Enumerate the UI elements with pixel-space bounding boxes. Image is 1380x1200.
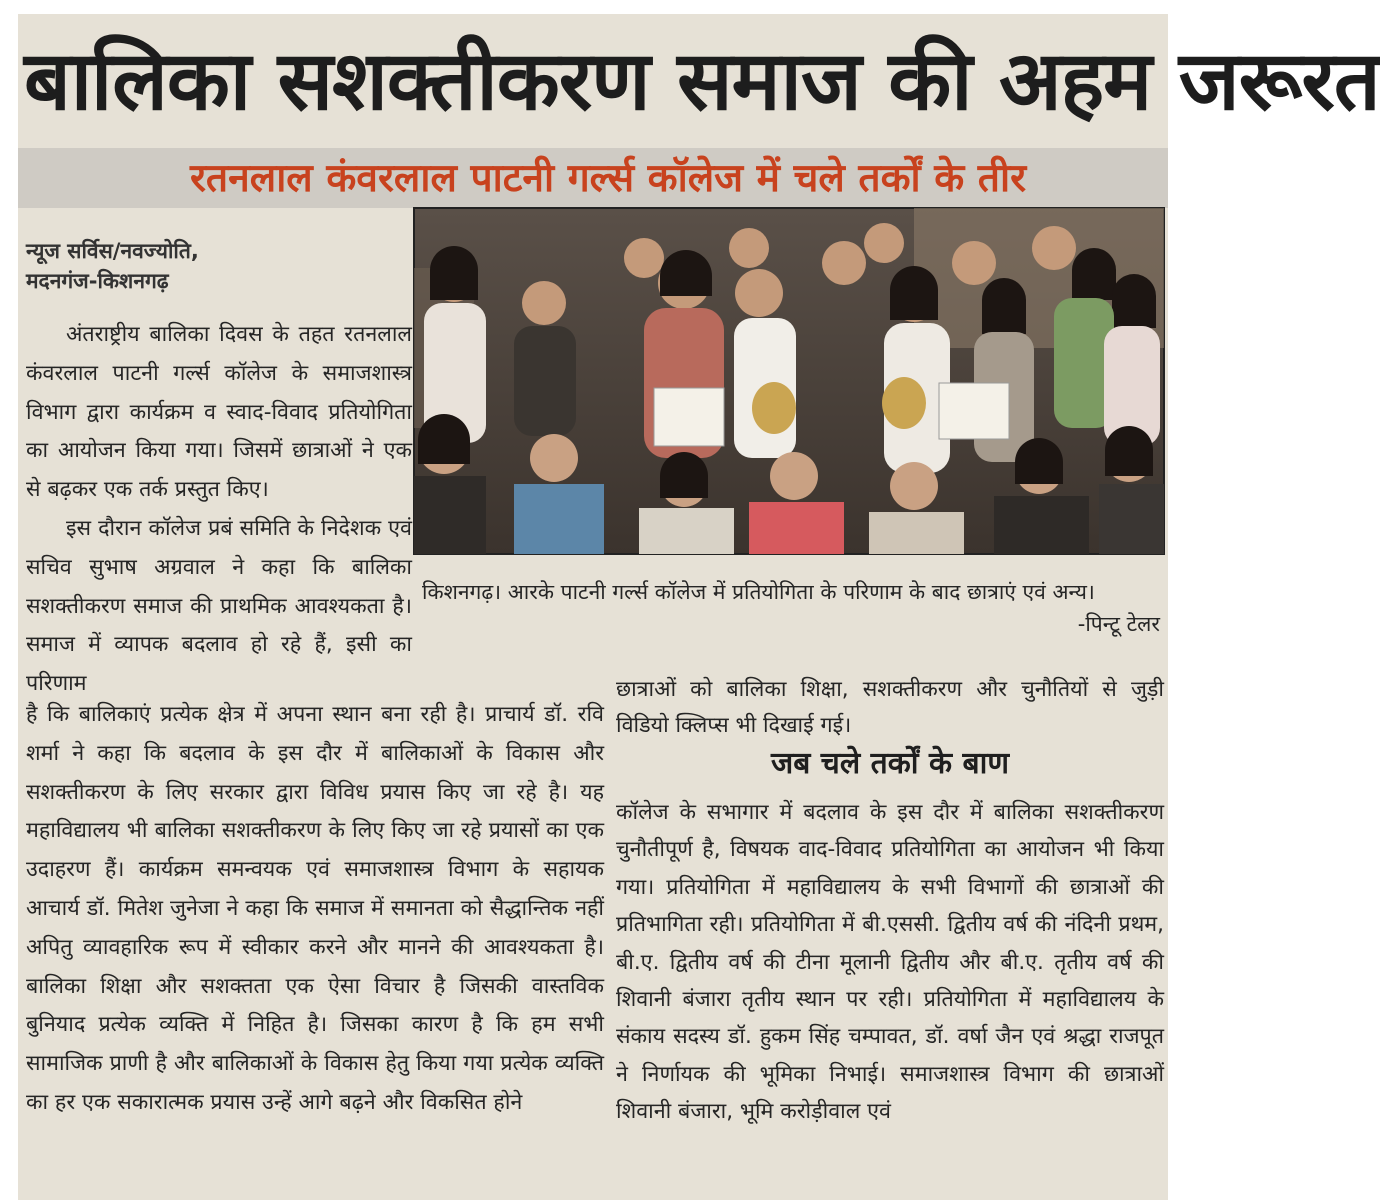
body-column-left-top (26, 316, 412, 704)
photo-caption: किशनगढ़। आरके पाटनी गर्ल्स कॉलेज में प्रतियोगिता के परिणाम के बाद छात्राएं एवं अन्य। (422, 580, 1095, 604)
dateline-source: न्यूज सर्विस/नवज्योति, (26, 239, 199, 263)
body-paragraph: है कि बालिकाएं प्रत्येक क्षेत्र में अपना स्थान बना रही है। प्राचार्य डॉ. रवि शर्मा ने कहा कि बदलाव के इस दौर में बालिकाओं के विकास और सशक्तीकरण के लिए सरकार द्वारा विविध प्रयास किए जा रहे है। यह महाविद्यालय भी बालिका सशक्तीकरण के लिए किए जा रहे प्रयासों का एक उदाहरण हैं। कार्यक्रम समन्वयक एवं समाजशास्त्र विभाग के सहायक आचार्य डॉ. मितेश जुनेजा ने कहा कि समाज में समानता को सैद्धान्तिक नहीं अपितु व्यावहारिक रूप में स्वीकार करने और मानने की आवश्यकता है। बालिका शिक्षा और सशक्तता एक ऐसा विचार है जिसकी वास्तविक बुनियाद प्रत्येक व्यक्ति में निहित है। जिसका कारण है कि हम सभी सामाजिक प्राणी है और बालिकाओं के विकास हेतु किया गया प्रत्येक व्यक्ति का हर एक सकारात्मक प्रयास उन्हें आगे बढ़ने और विकसित होने (26, 702, 604, 1115)
body-paragraph: इस दौरान कॉलेज प्रबं समिति के निदेशक एवं सचिव सुभाष अग्रवाल ने कहा कि बालिका सशक्तीकरण समाज की प्राथमिक आवश्यकता है। समाज में व्यापक बदलाव हो रहे हैं, इसी का परिणाम (26, 515, 412, 697)
dateline-place: मदनगंज-किशनगढ़ (26, 269, 169, 293)
dateline (26, 236, 406, 296)
section-heading: जब चले तर्कों के बाण (770, 746, 1010, 781)
subheadline: रतनलाल कंवरलाल पाटनी गर्ल्स कॉलेज में चले तर्कों के तीर (189, 156, 1027, 201)
group-photo (414, 208, 1164, 554)
photo-credit: -पिन्टू टेलर (1077, 612, 1160, 636)
newspaper-clipping (18, 14, 1380, 1200)
headline: बालिका सशक्तीकरण समाज की अहम जरूरत (24, 34, 1380, 129)
body-paragraph: छात्राओं को बालिका शिक्षा, सशक्तीकरण और चुनौतियों से जुड़ी विडियो क्लिप्स भी दिखाई गई। (616, 677, 1164, 738)
body-paragraph: अंतराष्ट्रीय बालिका दिवस के तहत रतनलाल कंवरलाल पाटनी गर्ल्स कॉलेज के समाजशास्त्र विभाग द्वारा कार्यक्रम व स्वाद-विवाद प्रतियोगिता का आयोजन किया गया। जिसमें छात्राओं ने एक से बढ़कर एक तर्क प्रस्तुत किए। (26, 322, 412, 503)
body-column-right-top (616, 672, 1164, 744)
body-paragraph: कॉलेज के सभागार में बदलाव के इस दौर में बालिका सशक्तीकरण चुनौतीपूर्ण है, विषयक वाद-विवाद प्रतियोगिता का आयोजन भी किया गया। प्रतियोगिता में महाविद्यालय के सभी विभागों की छात्राओं की प्रतिभागिता रही। प्रतियोगिता में बी.एससी. द्वितीय वर्ष की नंदिनी प्रथम, बी.ए. द्वितीय वर्ष की टीना मूलानी द्वितीय और बी.ए. तृतीय वर्ष की शिवानी बंजारा तृतीय स्थान पर रही। प्रतियोगिता में महाविद्यालय के संकाय सदस्य डॉ. हुकम सिंह चम्पावत, डॉ. वर्षा जैन एवं श्रद्धा राजपूत ने निर्णायक की भूमिका निभाई। समाजशास्त्र विभाग की छात्राओं शिवानी बंजारा, भूमि करोड़ीवाल एवं (616, 800, 1164, 1125)
body-column-left-bottom (26, 696, 604, 1123)
body-column-right-bottom (616, 794, 1164, 1131)
